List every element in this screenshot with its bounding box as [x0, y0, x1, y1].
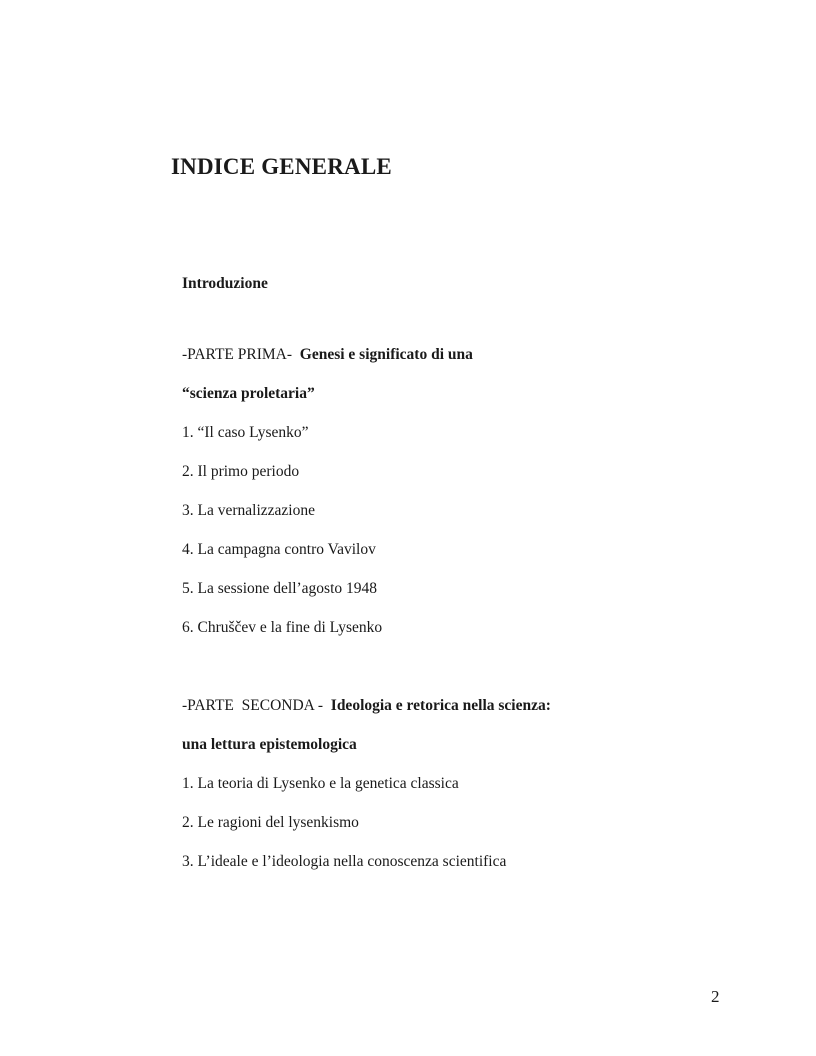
toc-introduction: Introduzione: [182, 275, 268, 292]
page-title: INDICE GENERALE: [171, 154, 392, 179]
part1-title-line2: “scienza proletaria”: [182, 385, 315, 402]
part2-item: 3. L’ideale e l’ideologia nella conoscenza scientifica: [182, 853, 507, 870]
part2-item: 2. Le ragioni del lysenkismo: [182, 814, 359, 831]
part1-item: 5. La sessione dell’agosto 1948: [182, 580, 378, 597]
part1-heading: [182, 345, 473, 365]
page-number: 2: [711, 987, 720, 1006]
part2-title-line1: Ideologia e retorica nella scienza:: [330, 697, 551, 714]
part1-item: 1. “Il caso Lysenko”: [182, 424, 309, 441]
part1-prefix: -PARTE PRIMA-: [182, 346, 300, 363]
part2-prefix: -PARTE SECONDA -: [182, 697, 331, 714]
part1-title-line1: Genesi e significato di una: [299, 346, 473, 363]
part2-heading: [182, 696, 551, 716]
part1-item: 3. La vernalizzazione: [182, 502, 315, 519]
part1-item: 6. Chruščev e la fine di Lysenko: [182, 619, 383, 636]
part1-item: 2. Il primo periodo: [182, 463, 300, 480]
part1-item: 4. La campagna contro Vavilov: [182, 541, 376, 558]
part2-title-line2: una lettura epistemologica: [182, 736, 357, 753]
part2-item: 1. La teoria di Lysenko e la genetica classica: [182, 775, 459, 792]
